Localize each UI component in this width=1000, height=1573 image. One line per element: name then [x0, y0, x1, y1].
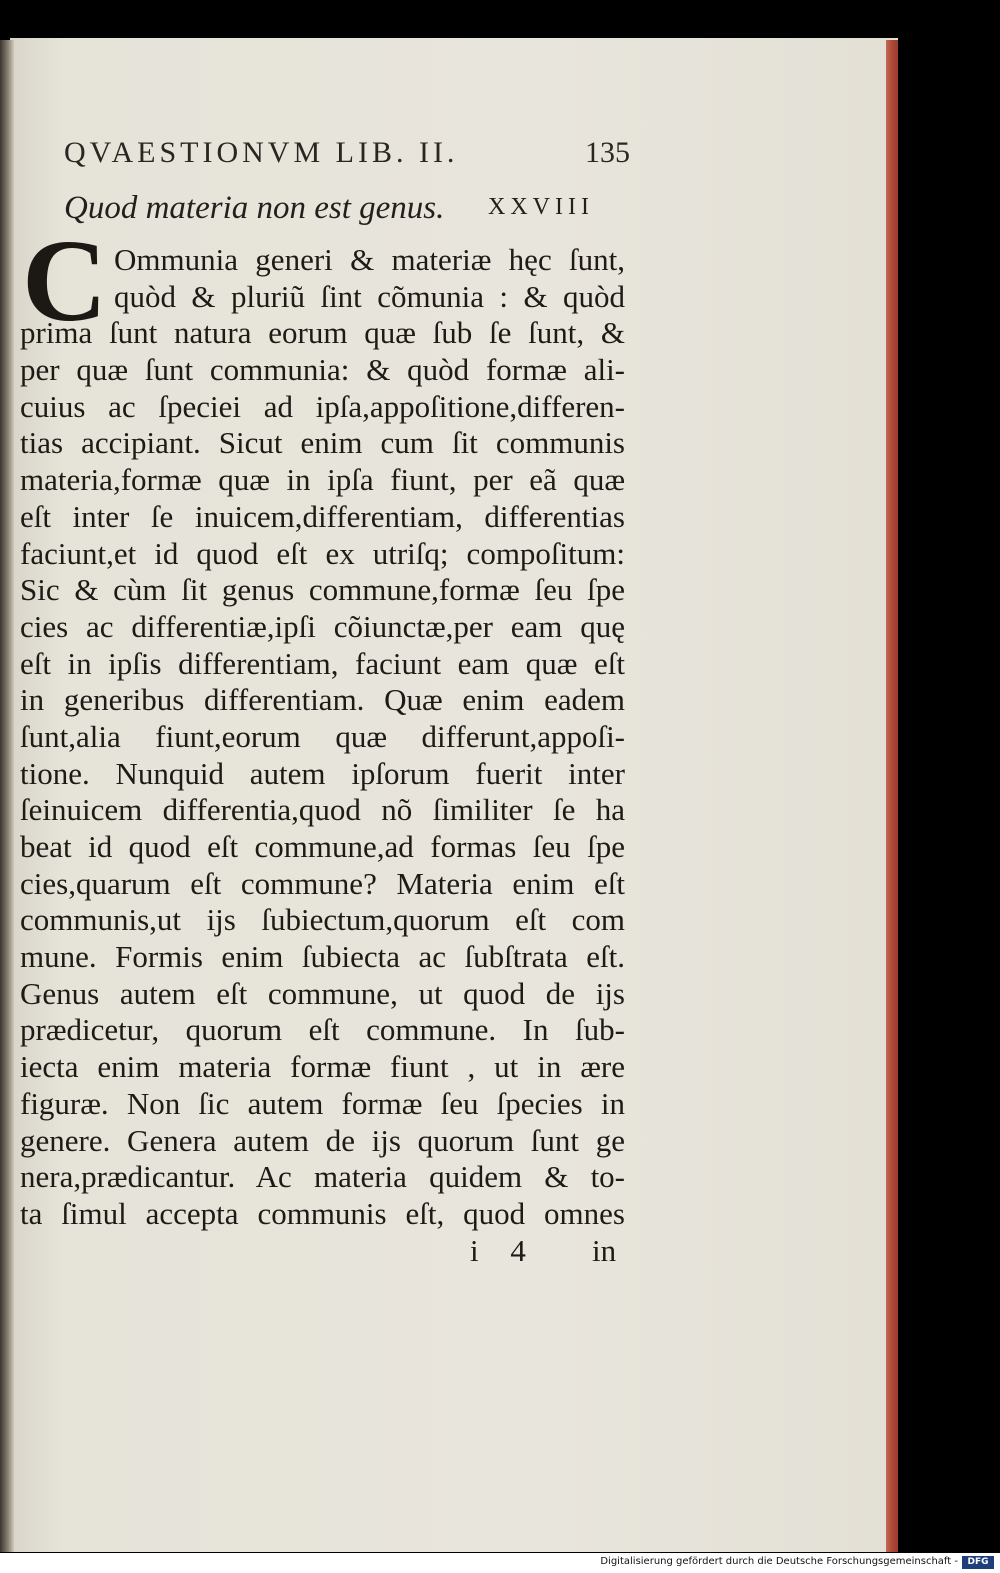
- text-line: tias accipiant. Sicut enim cum ſit communis: [20, 425, 625, 461]
- text-line: per quæ ſunt communia: & quòd formæ ali-: [20, 352, 625, 388]
- text-line: faciunt,et id quod eſt ex utriſq; compoſitum:: [20, 535, 625, 571]
- text-line: cies,quarum eſt commune? Materia enim eſt: [20, 865, 625, 901]
- text-line: communis,ut ijs ſubiectum,quorum eſt com: [20, 902, 625, 938]
- catchword: in: [592, 1233, 617, 1268]
- chapter-title: Quod materia non est genus.: [64, 190, 445, 226]
- scan-background-top: [0, 0, 1000, 40]
- text-line: beat id quod eſt commune,ad formas ſeu ſpe: [20, 829, 625, 864]
- chapter-number: XXVIII: [488, 194, 594, 220]
- dfg-logo: DFG: [962, 1556, 994, 1569]
- text-line: mune. Formis enim ſubiecta ac ſubſtrata eſt.: [20, 939, 625, 975]
- footer-credit: Digitalisierung gefördert durch die Deutsche Forschungsgemeinschaft -: [600, 1556, 958, 1567]
- text-line: Ommunia generi & materiæ hęc ſunt,: [114, 242, 625, 277]
- text-line: quòd & pluriũ ſint cõmunia : & quòd: [114, 278, 625, 314]
- text-line: iecta enim materia formæ fiunt , ut in ære: [20, 1049, 625, 1085]
- signature-mark: i 4: [470, 1233, 538, 1268]
- text-line: cuius ac ſpeciei ad ipſa,appoſitione,differen-: [20, 388, 625, 424]
- digitization-footer: [0, 1553, 1000, 1573]
- text-line: cies ac differentiæ,ipſi cõiunctæ,per eam quę: [20, 608, 625, 644]
- text-line: genere. Genera autem de ijs quorum ſunt ge: [20, 1122, 625, 1158]
- red-page-edge: [886, 40, 898, 1552]
- page-number: 135: [585, 136, 630, 169]
- page-gutter-shadow: [0, 40, 14, 1552]
- text-line: materia,formæ quæ in ipſa fiunt, per eã quæ: [20, 462, 625, 498]
- running-head: [64, 136, 630, 170]
- text-line: ſeinuicem differentia,quod nõ ſimiliter ſe ha: [20, 792, 625, 828]
- body-text: [20, 242, 625, 1233]
- scan-background-right: [898, 0, 1000, 1553]
- text-line: Genus autem eſt commune, ut quod de ijs: [20, 975, 625, 1011]
- text-line: prima ſunt natura eorum quæ ſub ſe ſunt, &: [20, 315, 625, 351]
- text-line: eſt inter ſe inuicem,differentiam, differentias: [20, 498, 625, 534]
- text-line: figuræ. Non ſic autem formæ ſeu ſpecies in: [20, 1085, 625, 1121]
- chapter-heading: [64, 190, 594, 227]
- text-line: ſunt,alia fiunt,eorum quæ differunt,appoſi-: [20, 718, 625, 754]
- text-line: Sic & cùm ſit genus commune,formæ ſeu ſpe: [20, 572, 625, 608]
- running-head-title: QVAESTIONVM LIB. II.: [64, 136, 459, 169]
- text-line: eſt in ipſis differentiam, faciunt eam quæ eſt: [20, 645, 625, 681]
- drop-cap-initial: C: [22, 215, 108, 346]
- text-line: nera,prædicantur. Ac materia quidem & to-: [20, 1159, 625, 1195]
- text-line: ta ſimul accepta communis eſt, quod omnes: [20, 1195, 625, 1231]
- text-line: in generibus differentiam. Quæ enim eadem: [20, 682, 625, 718]
- text-line: tione. Nunquid autem ipſorum fuerit inter: [20, 755, 625, 791]
- text-line: prædicetur, quorum eſt commune. In ſub-: [20, 1012, 625, 1048]
